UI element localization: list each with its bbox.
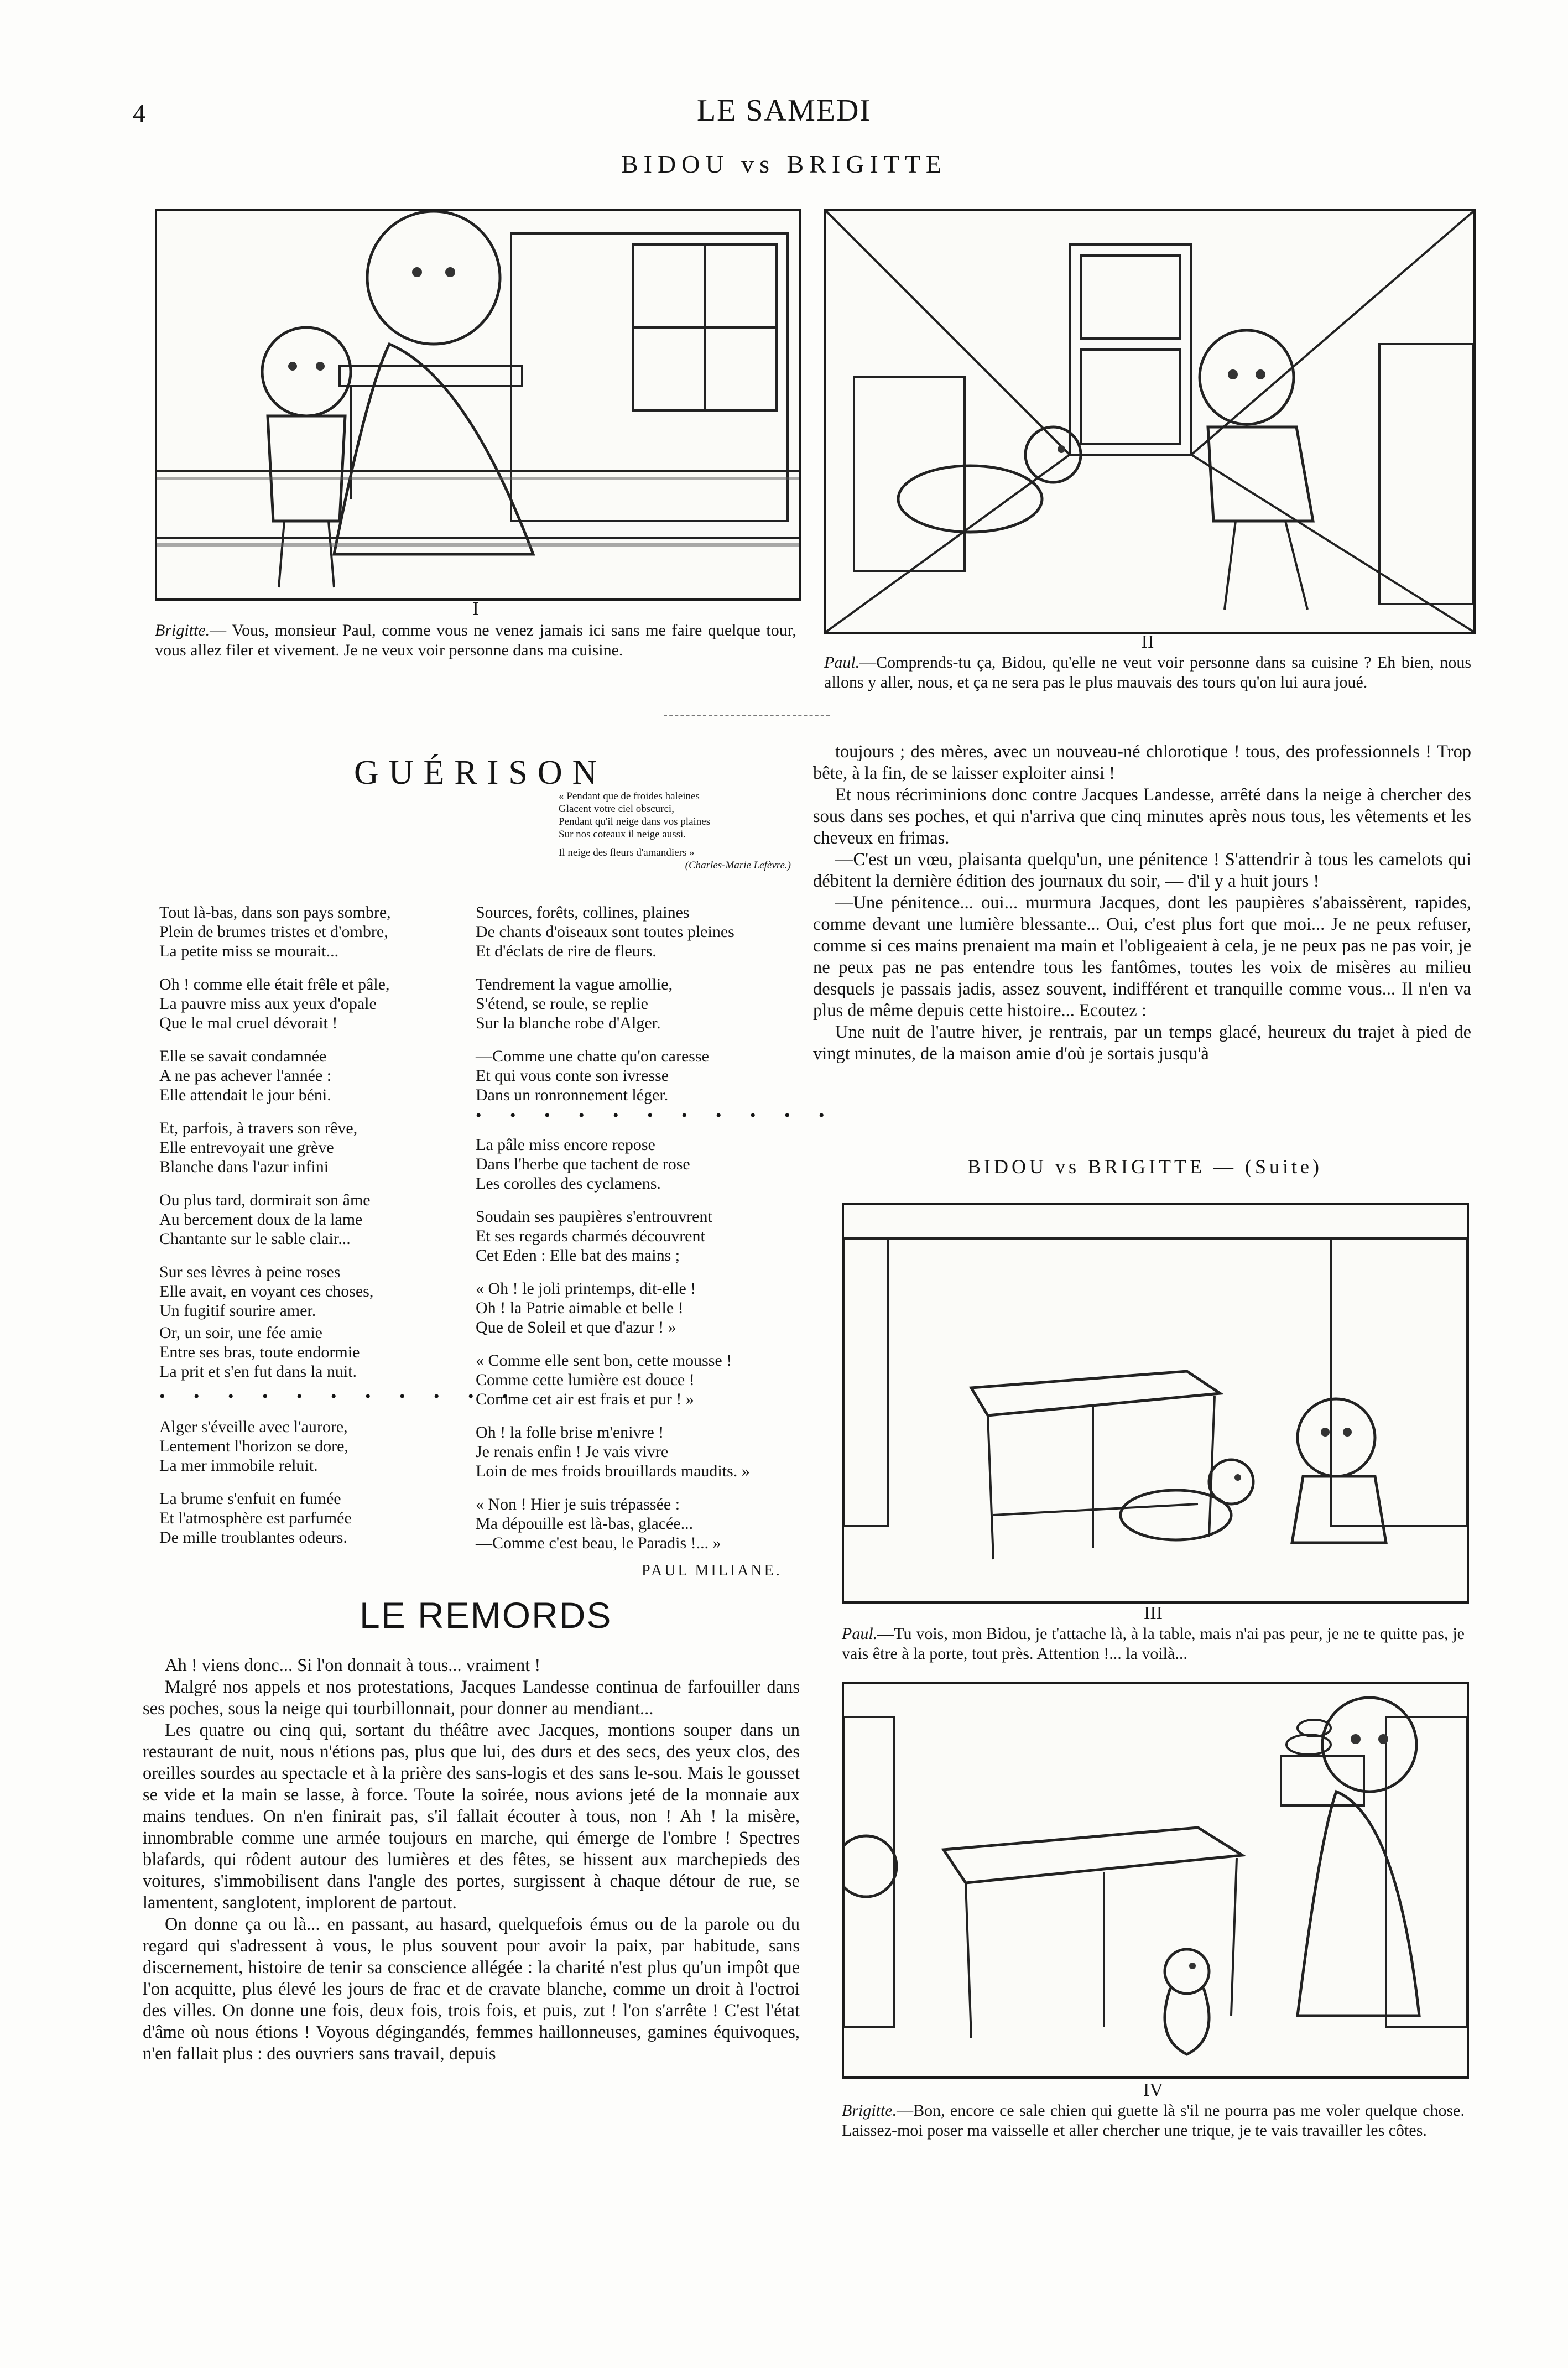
maid-dishes-scene-illustration <box>844 1684 1467 2076</box>
comic-panel-3 <box>842 1203 1469 1604</box>
paragraph: —Une pénitence... oui... murmura Jacques, dont les paupières s'abaissèrent, rapides, comme devant une lumière blessante... Oui, c'est plus fort que moi... Je ne peux refuser, comme si ces mains prenaient ma main et l'obligeaient à cela, je ne peux pas ne pas voir, je ne peux pas ne pas entendre tous les fantômes, toutes les voix de misères au milieu desquels je passais jadis, assez souvent, indifférent et tranquille comme vous... Il n'en va plus de même depuis cette histoire... Ecoutez : <box>813 893 1471 1021</box>
epigraph-line: Pendant qu'il neige dans vos plaines <box>559 816 711 828</box>
poem-stanza: —Comme une chatte qu'on caresse Et qui vous conte son ivresse Dans un ronronnement léger. <box>476 1047 709 1104</box>
stanza-break-dots: • • • • • • • • • • • <box>159 1387 520 1406</box>
panel-1-numeral: I <box>472 598 479 619</box>
poem-signature: PAUL MILIANE. <box>642 1562 782 1579</box>
poem-stanza: Sources, forêts, collines, plaines De chants d'oiseaux sont toutes pleines Et d'éclats de rire de fleurs. <box>476 903 734 960</box>
article-body-right <box>813 741 1471 1065</box>
poem-stanza: « Comme elle sent bon, cette mousse ! Comme cette lumière est douce ! Comme cet air est frais et pur ! » <box>476 1351 732 1408</box>
poem-title: GUÉRISON <box>354 754 607 792</box>
poem-stanza: Alger s'éveille avec l'aurore, Lentement l'horizon se dore, La mer immobile reluit. <box>159 1418 348 1475</box>
panel-1-caption <box>155 621 796 660</box>
poem-stanza: Oh ! comme elle était frêle et pâle, La pauvre miss aux yeux d'opale Que le mal cruel dévorait ! <box>159 975 390 1032</box>
poem-stanza: « Non ! Hier je suis trépassée : Ma dépouille est là-bas, glacée... —Comme c'est beau, le Paradis !... » <box>476 1495 721 1552</box>
poem-stanza: Or, un soir, une fée amie Entre ses bras, toute endormie La prit et s'en fut dans la nuit. <box>159 1324 360 1381</box>
panel-4-caption <box>842 2101 1465 2141</box>
paragraph: Ah ! viens donc... Si l'on donnait à tous... vraiment ! <box>165 1656 541 1675</box>
poem-stanza: « Oh ! le joli printemps, dit-elle ! Oh ! la Patrie aimable et belle ! Que de Soleil et que d'azur ! » <box>476 1279 696 1336</box>
paragraph: —C'est un vœu, plaisanta quelqu'un, une pénitence ! S'attendrir à tous les camelots qui débitent la dernière édition des journaux du soir, — d'il y a huit jours ! <box>813 850 1471 891</box>
poem-stanza: Ou plus tard, dormirait son âme Au bercement doux de la lame Chantante sur le sable clair... <box>159 1191 371 1248</box>
poem-stanza: Soudain ses paupières s'entrouvrent Et ses regards charmés découvrent Cet Eden : Elle bat des mains ; <box>476 1208 712 1264</box>
epigraph-line: « Pendant que de froides haleines <box>559 790 700 802</box>
comic-panel-4 <box>842 1682 1469 2079</box>
panel-3-numeral: III <box>1144 1603 1163 1623</box>
paragraph: toujours ; des mères, avec un nouveau-né chlorotique ! tous, des professionnels ! Trop bête, à la fin, de se laisser exploiter ainsi ! <box>813 742 1471 783</box>
epigraph-line: Glacent votre ciel obscurci, <box>559 803 674 815</box>
panel-3-speaker: Paul. <box>842 1625 878 1643</box>
panel-1-text: — Vous, monsieur Paul, comme vous ne venez jamais ici sans me faire quelque tour, vous allez filer et vivement. Je ne veux voir personne dans ma cuisine. <box>155 621 796 659</box>
article-body-left <box>143 1655 800 2065</box>
paragraph: Une nuit de l'autre hiver, je rentrais, par un temps glacé, heureux du trajet à pied de vingt minutes, de la maison amie d'où je sortais jusqu'à <box>813 1022 1471 1064</box>
epigraph-author: (Charles-Marie Lefèvre.) <box>685 860 791 871</box>
comic-panel-2 <box>824 209 1476 634</box>
poem-stanza: Elle se savait condamnée A ne pas achever l'année : Elle attendait le jour béni. <box>159 1047 332 1104</box>
article-title: LE REMORDS <box>360 1595 612 1636</box>
paragraph: Et nous récriminions donc contre Jacques Landesse, arrêté dans la neige à chercher des sous dans ses poches, et qui n'arriva que cinq minutes après nous tous, les vêtements et les cheveux en frimas. <box>813 785 1471 848</box>
poem-stanza: Tout là-bas, dans son pays sombre, Plein de brumes tristes et d'ombre, La petite miss se mourait... <box>159 903 391 960</box>
masthead: LE SAMEDI <box>696 93 872 128</box>
panel-3-text: —Tu vois, mon Bidou, je t'attache là, à la table, mais n'ai pas peur, je ne te quitte pas, je vais être à la porte, tout près. Attention !... la voilà... <box>842 1625 1465 1663</box>
paragraph: On donne ça ou là... en passant, au hasard, quelquefois émus ou de la parole ou du regard qui s'adressent à vous, le plus souvent pour avoir la paix, par habitude, sans discernement, histoire de tenir sa conscience allégée : la charité n'est plus qu'un impôt que l'on acquitte, plus élevé les jours de frac et de cravate blanche, comme un droit à l'octroi des villes. On donne une fois, deux fois, trois fois, et puis, zut ! l'on s'arrête ! C'est l'état d'âme où nous étions ! Voyous dégingandés, femmes haillonneuses, gamines équivoques, n'en fallait plus : des ouvriers sans travail, depuis <box>143 1914 800 2064</box>
panel-2-numeral: II <box>1141 632 1154 652</box>
panel-3-caption <box>842 1624 1465 1664</box>
poem-stanza: La pâle miss encore repose Dans l'herbe que tachent de rose Les corolles des cyclamens. <box>476 1136 690 1193</box>
section-divider <box>664 715 830 716</box>
table-dog-scene-illustration <box>844 1205 1467 1601</box>
comic-bottom-title: BIDOU vs BRIGITTE — (Suite) <box>967 1156 1322 1178</box>
paragraph: Malgré nos appels et nos protestations, Jacques Landesse continua de farfouiller dans ses poches, sous la neige qui tourbillonnait, pour donner au mendiant... <box>143 1677 800 1719</box>
panel-2-caption <box>824 653 1471 693</box>
poem-stanza: La brume s'enfuit en fumée Et l'atmosphère est parfumée De mille troublantes odeurs. <box>159 1490 352 1547</box>
poem-epigraph <box>559 790 791 872</box>
poem-stanza: Oh ! la folle brise m'enivre ! Je renais enfin ! Je vais vivre Loin de mes froids brouillards maudits. » <box>476 1423 750 1480</box>
panel-1-speaker: Brigitte. <box>155 621 210 639</box>
panel-4-speaker: Brigitte. <box>842 2101 897 2120</box>
panel-4-text: —Bon, encore ce sale chien qui guette là s'il ne pourra pas me voler quelque chose. Laissez-moi poser ma vaisselle et aller chercher une trique, je te vais travailler les côtes. <box>842 2101 1465 2140</box>
comic-top-title: BIDOU vs BRIGITTE <box>621 150 947 178</box>
page-number: 4 <box>133 99 145 127</box>
panel-2-speaker: Paul. <box>824 653 860 672</box>
hallway-scene-illustration <box>826 211 1473 632</box>
epigraph-line: Sur nos coteaux il neige aussi. <box>559 829 686 840</box>
kitchen-scene-illustration <box>157 211 799 598</box>
poem-stanza: Sur ses lèvres à peine roses Elle avait, en voyant ces choses, Un fugitif sourire amer. <box>159 1263 374 1320</box>
epigraph-line: Il neige des fleurs d'amandiers » <box>559 847 695 858</box>
poem-stanza: Tendrement la vague amollie, S'étend, se roule, se replie Sur la blanche robe d'Alger. <box>476 975 673 1032</box>
comic-panel-1 <box>155 209 801 601</box>
panel-2-text: —Comprends-tu ça, Bidou, qu'elle ne veut voir personne dans sa cuisine ? Eh bien, nous allons y aller, nous, et ça ne sera pas le plus mauvais des tours qu'on lui aura joué. <box>824 653 1471 691</box>
panel-4-numeral: IV <box>1143 2080 1163 2100</box>
paragraph: Les quatre ou cinq qui, sortant du théâtre avec Jacques, montions souper dans un restaurant de nuit, nous n'étions pas, plus que lui, des durs et des secs, des yeux clos, des oreilles sourdes au spectacle et à la prière des sans-logis et des sans le-sou. Mais le gousset se vide et la main se lasse, à force. Toute la soirée, nous avions jeté de la monnaie aux mains tendues. On n'en finirait pas, s'il fallait écouter à tous, non ! Ah ! la misère, innombrable comme une armée toujours en marche, qui émerge de l'ombre ! Spectres blafards, qui rôdent autour des lumières et des fêtes, se hissent aux marchepieds des voitures, s'immobilisent dans l'angle des portes, surgissent à chaque détour de rue, se lamentent, sanglotent, implorent de partout. <box>143 1720 800 1913</box>
poem-stanza: Et, parfois, à travers son rêve, Elle entrevoyait une grève Blanche dans l'azur infini <box>159 1119 358 1176</box>
stanza-break-dots: • • • • • • • • • • • <box>476 1106 837 1125</box>
